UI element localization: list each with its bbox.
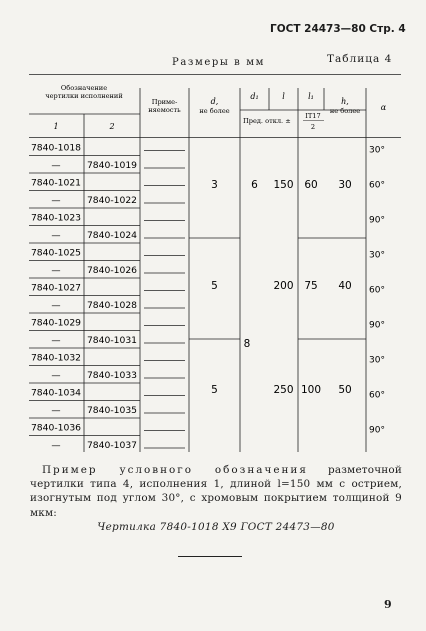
table-subtitle: Размеры в мм	[172, 57, 265, 68]
version1-code: —	[51, 195, 61, 206]
header-h-sub: не более	[329, 107, 361, 115]
example-text: разметочной чертилки типа 4, исполнения 1, длиной l=150 мм с острием, изогнутым под углом 30°, с хромовым покрытием толщиной 9 мкм:	[30, 464, 402, 519]
group-d-value: 5	[211, 384, 218, 396]
angle-value: 30°	[369, 250, 385, 261]
version1-code: 7840-1036	[30, 422, 82, 434]
tolerance-label: Пред. откл. ±	[243, 117, 291, 125]
version1-code: —	[51, 300, 61, 311]
version2-code: 7840-1024	[86, 230, 138, 241]
header-designation-2: чертилки исполнений	[45, 92, 123, 100]
version1-code: —	[51, 230, 61, 241]
table-number: Таблица 4	[327, 53, 393, 65]
version1-code: 7840-1032	[30, 352, 82, 364]
version2-code: 7840-1028	[86, 300, 138, 311]
group-l1-value: 60	[304, 179, 318, 191]
angle-value: 60°	[369, 285, 385, 296]
group-l-value: 150	[273, 179, 294, 191]
angle-value: 90°	[369, 215, 385, 226]
version1-code: 7840-1021	[30, 177, 82, 189]
example-lead: Пример условного обозначения	[42, 464, 308, 476]
group-l-value: 250	[273, 384, 294, 396]
version1-code: 7840-1023	[30, 212, 82, 224]
version1-code: —	[51, 440, 61, 451]
applicability-lines	[144, 151, 185, 449]
page-header: ГОСТ 24473—80 Стр. 4	[270, 23, 406, 35]
group-l1-value: 100	[300, 384, 322, 396]
version2-code: 7840-1026	[86, 265, 138, 276]
group-h-value: 40	[338, 280, 352, 292]
header-d1: d₁	[250, 92, 259, 101]
header-d: d,	[210, 97, 219, 106]
version2-code: 7840-1035	[86, 405, 138, 416]
dimensions-table	[29, 74, 401, 452]
angle-value: 30°	[369, 355, 385, 366]
angle-value: 90°	[369, 320, 385, 331]
version1-code: 7840-1025	[30, 247, 82, 259]
header-d-sub: не более	[199, 107, 230, 115]
version1-code: —	[51, 405, 61, 416]
d1-shared-value: 8	[243, 338, 251, 350]
version1-code: —	[51, 335, 61, 346]
group-h-value: 50	[338, 384, 352, 396]
header-alpha: α	[380, 103, 387, 112]
table-rows	[29, 143, 140, 453]
header-applicability-2: няемость	[148, 106, 181, 114]
angle-value: 30°	[369, 145, 385, 156]
header-h: h,	[341, 97, 349, 106]
angle-value: 90°	[369, 425, 385, 436]
example-paragraph	[30, 463, 402, 520]
version2-code: 7840-1037	[86, 440, 138, 451]
tolerance-denominator: 2	[310, 123, 316, 131]
angle-value: 60°	[369, 180, 385, 191]
version1-code: —	[51, 370, 61, 381]
header-applicability-1: Приме-	[151, 98, 178, 106]
header-version-1: 1	[53, 122, 59, 131]
version1-code: —	[51, 265, 61, 276]
group-d1-value: 6	[251, 179, 258, 191]
example-designation: Чертилка 7840-1018 Х9 ГОСТ 24473—80	[97, 520, 335, 533]
page-number: 9	[384, 598, 392, 611]
version2-code: 7840-1022	[86, 195, 138, 206]
header-version-2: 2	[109, 122, 115, 131]
version1-code: —	[51, 160, 61, 171]
header-l: l	[282, 92, 285, 101]
tolerance-numerator: IT17	[305, 112, 321, 120]
version1-code: 7840-1027	[30, 282, 82, 294]
group-l-value: 200	[273, 280, 294, 292]
version1-code: 7840-1018	[30, 142, 82, 154]
group-h-value: 30	[338, 179, 352, 191]
angle-value: 60°	[369, 390, 385, 401]
group-d-value: 3	[211, 179, 218, 191]
group-d-value: 5	[211, 280, 218, 292]
version1-code: 7840-1034	[30, 387, 82, 399]
version2-code: 7840-1033	[86, 370, 138, 381]
version2-code: 7840-1031	[86, 335, 138, 346]
group-l1-value: 75	[304, 280, 318, 292]
header-l1: l₁	[308, 92, 314, 101]
version2-code: 7840-1019	[86, 160, 138, 171]
footer-rule	[178, 556, 242, 557]
version1-code: 7840-1029	[30, 317, 82, 329]
designation-example	[30, 463, 402, 534]
header-designation-1: Обозначение	[60, 84, 108, 92]
